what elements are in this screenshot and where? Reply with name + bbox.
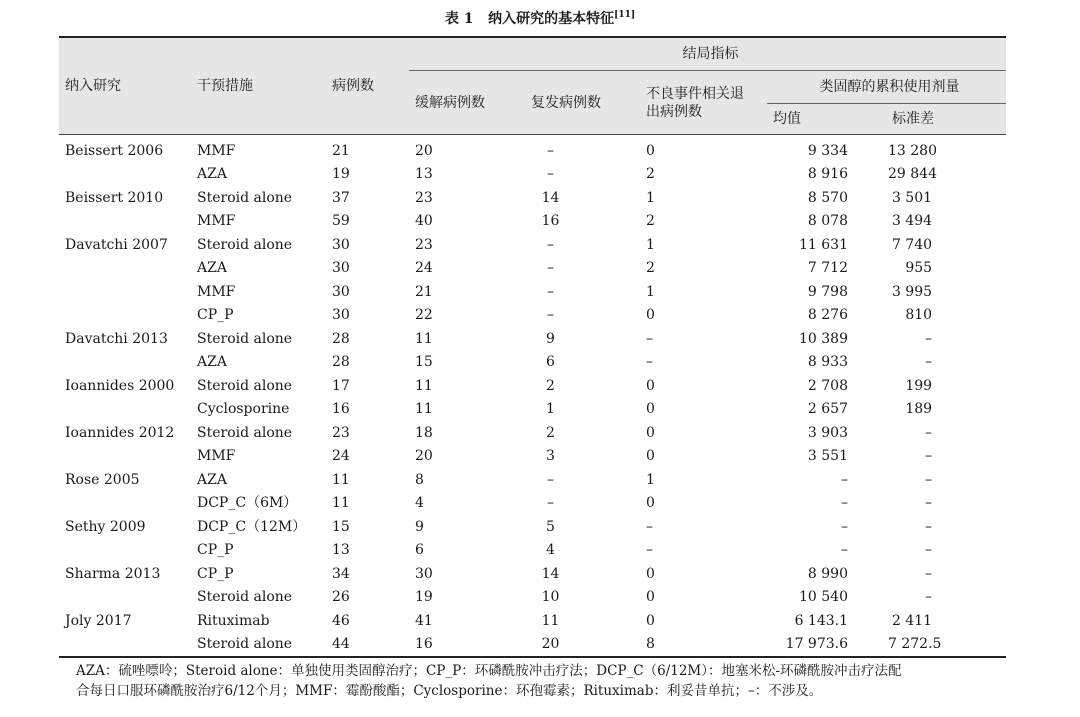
cell-mean: 9 334 — [807, 142, 848, 159]
study-characteristics-table — [59, 36, 1006, 658]
cell-remission: 11 — [415, 330, 433, 347]
cell-remission: 13 — [415, 166, 433, 183]
cell-cases: 30 — [332, 307, 350, 324]
cell-study: Sethy 2009 — [65, 518, 146, 535]
cell-mean: 2 657 — [807, 401, 848, 418]
table-row — [59, 280, 1006, 304]
cell-adverse: 0 — [646, 589, 655, 606]
header-remission: 缓解病例数 — [409, 71, 525, 135]
cell-relapse: 5 — [546, 518, 555, 535]
cell-relapse: 14 — [541, 189, 560, 206]
cell-adverse: 0 — [646, 401, 655, 418]
cell-study — [59, 492, 191, 516]
cell-intervention: MMF — [197, 213, 236, 230]
cell-mean: 3 903 — [807, 424, 848, 441]
cell-remission: 21 — [415, 283, 433, 300]
cell-relapse: 16 — [541, 213, 560, 230]
table-row — [59, 135, 1006, 163]
cell-cases: 17 — [332, 377, 350, 394]
cell-adverse: 0 — [646, 142, 655, 159]
cell-intervention: Cyclosporine — [197, 401, 290, 418]
cell-intervention: MMF — [197, 283, 236, 300]
cell-intervention: AZA — [197, 166, 227, 183]
cell-mean: 10 389 — [799, 330, 848, 347]
cell-mean: 17 973.6 — [785, 636, 848, 653]
cell-relapse: – — [547, 166, 554, 183]
cell-sd: 13 280 — [888, 142, 937, 159]
cell-intervention: Steroid alone — [197, 330, 293, 347]
table-row — [59, 468, 1006, 492]
cell-intervention: Steroid alone — [197, 636, 293, 653]
cell-adverse: – — [646, 354, 653, 371]
cell-sd: 189 — [905, 401, 933, 418]
footnote — [76, 661, 1011, 701]
cell-remission: 8 — [415, 471, 424, 488]
cell-intervention: CP_P — [197, 565, 234, 582]
cell-sd: – — [925, 330, 933, 347]
cell-adverse: – — [646, 518, 653, 535]
cell-study — [59, 586, 191, 610]
cell-intervention: MMF — [197, 448, 236, 465]
cell-remission: 6 — [415, 542, 424, 559]
cell-study — [59, 633, 191, 658]
cell-intervention: Steroid alone — [197, 377, 293, 394]
header-sd: 标准差 — [882, 104, 1006, 135]
header-intervention: 干预措施 — [191, 37, 326, 135]
cell-mean: 8 933 — [807, 354, 848, 371]
table-row — [59, 210, 1006, 234]
table-caption — [0, 8, 1080, 28]
cell-adverse: 1 — [646, 471, 655, 488]
cell-study: Sharma 2013 — [65, 565, 161, 582]
cell-study: Ioannides 2012 — [65, 424, 175, 441]
cell-mean: – — [841, 471, 848, 488]
header-cases: 病例数 — [326, 37, 409, 135]
cell-relapse: – — [547, 236, 554, 253]
cell-remission: 30 — [415, 565, 433, 582]
cell-adverse: 1 — [646, 189, 655, 206]
header-adverse-text: 不良事件相关退出病例数 — [646, 85, 744, 120]
table-row — [59, 562, 1006, 586]
cell-mean: – — [841, 495, 848, 512]
cell-mean: 6 143.1 — [794, 612, 848, 629]
cell-remission: 18 — [415, 424, 433, 441]
table-row — [59, 304, 1006, 328]
cell-sd: 7 272.5 — [888, 636, 942, 653]
cell-mean: 8 570 — [807, 189, 848, 206]
cell-cases: 21 — [332, 142, 350, 159]
cell-sd: 3 501 — [891, 189, 933, 206]
cell-study — [59, 280, 191, 304]
cell-mean: 8 276 — [807, 307, 848, 324]
cell-study — [59, 163, 191, 187]
cell-sd: – — [925, 448, 933, 465]
cell-intervention: AZA — [197, 471, 227, 488]
cell-intervention: AZA — [197, 260, 227, 277]
cell-study: Beissert 2006 — [65, 142, 164, 159]
header-study: 纳入研究 — [59, 37, 191, 135]
table-row — [59, 492, 1006, 516]
cell-cases: 11 — [332, 471, 350, 488]
cell-cases: 44 — [332, 636, 350, 653]
cell-cases: 28 — [332, 354, 350, 371]
cell-cases: 16 — [332, 401, 350, 418]
footnote-line-2: 合每日口服环磷酰胺治疗6/12个月；MMF：霉酚酸酯；Cyclosporine：环孢霉素；Rituximab：利妥昔单抗；–：不涉及。 — [76, 683, 823, 699]
table-row — [59, 327, 1006, 351]
cell-study — [59, 257, 191, 281]
cell-sd: – — [925, 471, 933, 488]
cell-remission: 41 — [415, 612, 433, 629]
cell-relapse: 20 — [541, 636, 560, 653]
cell-intervention: MMF — [197, 142, 236, 159]
cell-intervention: Steroid alone — [197, 424, 293, 441]
cell-sd: – — [925, 495, 933, 512]
cell-remission: 16 — [415, 636, 433, 653]
cell-intervention: CP_P — [197, 307, 234, 324]
cell-sd: – — [925, 354, 933, 371]
cell-adverse: 8 — [646, 636, 655, 653]
cell-relapse: 14 — [541, 565, 560, 582]
cell-cases: 11 — [332, 495, 350, 512]
table-row — [59, 257, 1006, 281]
cell-cases: 19 — [332, 166, 350, 183]
cell-remission: 4 — [415, 495, 424, 512]
cell-sd: – — [925, 518, 933, 535]
table-row — [59, 633, 1006, 658]
cell-mean: 8 916 — [807, 166, 848, 183]
table-row — [59, 609, 1006, 633]
cell-adverse: 2 — [646, 213, 655, 230]
header-mean: 均值 — [767, 104, 882, 135]
table-row — [59, 539, 1006, 563]
cell-remission: 19 — [415, 589, 433, 606]
caption-reference: [11] — [614, 10, 636, 20]
cell-cases: 59 — [332, 213, 350, 230]
header-adverse-withdrawal — [640, 71, 767, 135]
cell-study — [59, 398, 191, 422]
cell-intervention: Steroid alone — [197, 236, 293, 253]
table-row — [59, 445, 1006, 469]
cell-study — [59, 304, 191, 328]
table-row — [59, 186, 1006, 210]
cell-adverse: 0 — [646, 377, 655, 394]
cell-mean: 2 708 — [807, 377, 848, 394]
header-outcomes: 结局指标 — [409, 37, 1006, 71]
cell-mean: 8 990 — [807, 565, 848, 582]
cell-relapse: – — [547, 142, 554, 159]
cell-relapse: – — [547, 307, 554, 324]
cell-cases: 46 — [332, 612, 350, 629]
cell-intervention: Rituximab — [197, 612, 270, 629]
cell-study: Ioannides 2000 — [65, 377, 175, 394]
cell-remission: 11 — [415, 401, 433, 418]
cell-remission: 22 — [415, 307, 433, 324]
table-row — [59, 163, 1006, 187]
cell-intervention: DCP_C（12M） — [197, 518, 307, 535]
cell-sd: 199 — [905, 377, 933, 394]
cell-mean: 3 551 — [807, 448, 848, 465]
cell-cases: 37 — [332, 189, 350, 206]
table-body — [59, 135, 1006, 658]
caption-title: 纳入研究的基本特征 — [488, 11, 615, 27]
table-row — [59, 515, 1006, 539]
cell-relapse: 2 — [546, 424, 555, 441]
cell-sd: 3 494 — [891, 213, 933, 230]
cell-study — [59, 351, 191, 375]
cell-sd: 955 — [905, 260, 933, 277]
cell-remission: 23 — [415, 236, 433, 253]
cell-cases: 24 — [332, 448, 350, 465]
table-row — [59, 351, 1006, 375]
cell-study: Davatchi 2007 — [65, 236, 168, 253]
cell-adverse: 0 — [646, 307, 655, 324]
cell-sd: 810 — [905, 307, 933, 324]
cell-sd: – — [925, 589, 933, 606]
cell-mean: 9 798 — [807, 283, 848, 300]
cell-relapse: 3 — [546, 448, 555, 465]
cell-study — [59, 539, 191, 563]
cell-cases: 30 — [332, 236, 350, 253]
cell-relapse: 10 — [541, 589, 560, 606]
cell-study — [59, 210, 191, 234]
cell-cases: 26 — [332, 589, 350, 606]
cell-intervention: AZA — [197, 354, 227, 371]
cell-study: Davatchi 2013 — [65, 330, 168, 347]
cell-intervention: Steroid alone — [197, 589, 293, 606]
cell-adverse: – — [646, 542, 653, 559]
cell-adverse: 0 — [646, 495, 655, 512]
cell-mean: 10 540 — [799, 589, 848, 606]
header-relapse: 复发病例数 — [525, 71, 640, 135]
cell-adverse: 1 — [646, 283, 655, 300]
cell-adverse: 0 — [646, 448, 655, 465]
cell-intervention: DCP_C（6M） — [197, 495, 298, 512]
cell-cases: 34 — [332, 565, 350, 582]
cell-cases: 13 — [332, 542, 350, 559]
cell-mean: – — [841, 542, 848, 559]
cell-adverse: 2 — [646, 166, 655, 183]
cell-sd: – — [925, 565, 933, 582]
cell-relapse: 2 — [546, 377, 555, 394]
cell-relapse: 9 — [546, 330, 555, 347]
cell-study: Joly 2017 — [65, 612, 132, 629]
cell-intervention: Steroid alone — [197, 189, 293, 206]
table-row — [59, 586, 1006, 610]
cell-remission: 9 — [415, 518, 424, 535]
cell-relapse: – — [547, 283, 554, 300]
cell-adverse: 0 — [646, 424, 655, 441]
cell-sd: 3 995 — [891, 283, 933, 300]
cell-sd: 2 411 — [891, 612, 933, 629]
table-row — [59, 421, 1006, 445]
cell-cases: 30 — [332, 260, 350, 277]
cell-mean: 8 078 — [807, 213, 848, 230]
table-row — [59, 398, 1006, 422]
cell-remission: 23 — [415, 189, 433, 206]
cell-intervention: CP_P — [197, 542, 234, 559]
cell-relapse: 4 — [546, 542, 555, 559]
cell-remission: 24 — [415, 260, 433, 277]
cell-cases: 23 — [332, 424, 350, 441]
cell-adverse: 0 — [646, 565, 655, 582]
cell-study — [59, 445, 191, 469]
cell-cases: 30 — [332, 283, 350, 300]
table-row — [59, 233, 1006, 257]
cell-study: Beissert 2010 — [65, 189, 164, 206]
cell-cases: 15 — [332, 518, 350, 535]
cell-cases: 28 — [332, 330, 350, 347]
cell-mean: 7 712 — [807, 260, 848, 277]
header-steroid-dose: 类固醇的累积使用剂量 — [767, 71, 1006, 104]
cell-adverse: 1 — [646, 236, 655, 253]
cell-remission: 40 — [415, 213, 433, 230]
cell-sd: – — [925, 542, 933, 559]
cell-sd: 29 844 — [888, 166, 937, 183]
cell-remission: 20 — [415, 142, 433, 159]
cell-remission: 11 — [415, 377, 433, 394]
cell-remission: 20 — [415, 448, 433, 465]
cell-mean: 11 631 — [799, 236, 848, 253]
cell-relapse: – — [547, 260, 554, 277]
cell-mean: – — [841, 518, 848, 535]
cell-relapse: 6 — [546, 354, 555, 371]
cell-adverse: 2 — [646, 260, 655, 277]
cell-relapse: – — [547, 495, 554, 512]
cell-sd: 7 740 — [891, 236, 933, 253]
cell-sd: – — [925, 424, 933, 441]
cell-adverse: 0 — [646, 612, 655, 629]
cell-relapse: 1 — [546, 401, 555, 418]
cell-relapse: – — [547, 471, 554, 488]
cell-relapse: 11 — [541, 612, 560, 629]
cell-study: Rose 2005 — [65, 471, 140, 488]
cell-remission: 15 — [415, 354, 433, 371]
cell-adverse: – — [646, 330, 653, 347]
table-row — [59, 374, 1006, 398]
footnote-line-1: AZA：硫唑嘌呤；Steroid alone：单独使用类固醇治疗；CP_P：环磷酰胺冲击疗法；DCP_C（6/12M）：地塞米松-环磷酰胺冲击疗法配 — [76, 663, 902, 679]
caption-label: 表 1 — [444, 11, 474, 27]
